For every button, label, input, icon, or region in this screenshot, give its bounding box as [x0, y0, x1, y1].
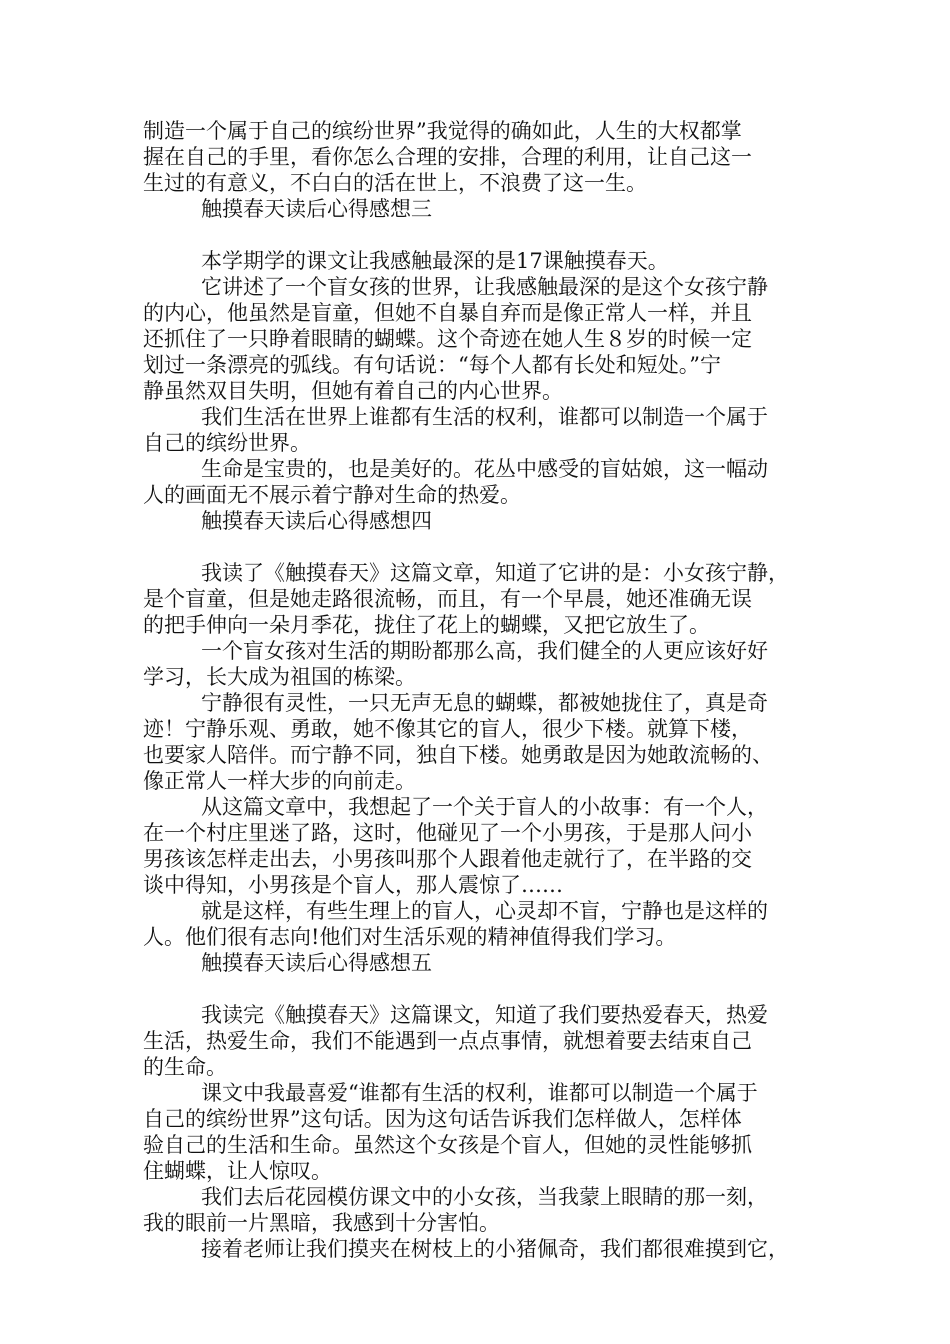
- text-line: 握在自己的手里，看你怎么合理的安排，合理的利用，让自己这一: [143, 145, 752, 169]
- text-line: 自己的缤纷世界。: [143, 431, 311, 455]
- text-line: 也要家人陪伴。而宁静不同，独自下楼。她勇敢是因为她敢流畅的、: [143, 743, 773, 767]
- text-line: 自己的缤纷世界”这句话。因为这句话告诉我们怎样做人，怎样体: [143, 1107, 742, 1131]
- text-line: 我的眼前一片黑暗，我感到十分害怕。: [143, 1211, 500, 1235]
- text-line: 迹！宁静乐观、勇敢，她不像其它的盲人，很少下楼。就算下楼，: [143, 717, 752, 741]
- text-line: 我们去后花园模仿课文中的小女孩，当我蒙上眼睛的那一刻，: [201, 1185, 768, 1209]
- text-line: 触摸春天读后心得感想五: [201, 951, 432, 975]
- text-line: 生活，热爱生命，我们不能遇到一点点事情，就想着要去结束自己: [143, 1029, 752, 1053]
- text-line: 触摸春天读后心得感想四: [201, 509, 432, 533]
- text-line: 住蝴蝶，让人惊叹。: [143, 1159, 332, 1183]
- text-line: 验自己的生活和生命。虽然这个女孩是个盲人，但她的灵性能够抓: [143, 1133, 752, 1157]
- text-line: 制造一个属于自己的缤纷世界”我觉得的确如此，人生的大权都掌: [143, 119, 742, 143]
- text-line: 是个盲童，但是她走路很流畅，而且，有一个早晨，她还准确无误: [143, 587, 752, 611]
- blank-line: [143, 222, 823, 248]
- text-line: 生过的有意义，不白白的活在世上，不浪费了这一生。: [143, 171, 647, 195]
- text-line: 我读完《触摸春天》这篇课文，知道了我们要热爱春天，热爱: [201, 1003, 768, 1027]
- text-line: 它讲述了一个盲女孩的世界，让我感触最深的是这个女孩宁静: [201, 275, 768, 299]
- text-line: 本学期学的课文让我感触最深的是17课触摸春天。: [201, 249, 669, 273]
- text-line: 人。他们很有志向!他们对生活乐观的精神值得我们学习。: [143, 925, 677, 949]
- text-line: 从这篇文章中，我想起了一个关于盲人的小故事：有一个人，: [201, 795, 768, 819]
- text-line: 我们生活在世界上谁都有生活的权利，谁都可以制造一个属于: [201, 405, 768, 429]
- text-line: 的内心，他虽然是盲童，但她不自暴自弃而是像正常人一样，并且: [143, 301, 752, 325]
- text-line: 生命是宝贵的，也是美好的。花丛中感受的盲姑娘，这一幅动: [201, 457, 768, 481]
- text-line: 静虽然双目失明，但她有着自己的内心世界。: [143, 379, 563, 403]
- text-line: 课文中我最喜爱“谁都有生活的权利，谁都可以制造一个属于: [201, 1081, 758, 1105]
- text-line: 还抓住了一只睁着眼睛的蝴蝶。这个奇迹在她人生８岁的时候一定: [143, 327, 752, 351]
- text-line: 像正常人一样大步的向前走。: [143, 769, 416, 793]
- text-line: 在一个村庄里迷了路，这时，他碰见了一个小男孩，于是那人问小: [143, 821, 752, 845]
- text-line: 划过一条漂亮的弧线。有句话说：“每个人都有长处和短处。”宁: [143, 353, 721, 377]
- text-line: 谈中得知，小男孩是个盲人，那人震惊了……: [143, 873, 563, 897]
- text-line: 的把手伸向一朵月季花，拢住了花上的蝴蝶，又把它放生了。: [143, 613, 710, 637]
- text-line: 学习，长大成为祖国的栋梁。: [143, 665, 416, 689]
- text-line: 的生命。: [143, 1055, 227, 1079]
- text-line: 触摸春天读后心得感想三: [201, 197, 432, 221]
- text-line: 一个盲女孩对生活的期盼都那么高，我们健全的人更应该好好: [201, 639, 768, 663]
- text-line: 接着老师让我们摸夹在树枝上的小猪佩奇，我们都很难摸到它，: [201, 1237, 789, 1261]
- text-line: 人的画面无不展示着宁静对生命的热爱。: [143, 483, 521, 507]
- blank-line: [143, 534, 823, 560]
- text-line: 就是这样，有些生理上的盲人，心灵却不盲，宁静也是这样的: [201, 899, 768, 923]
- text-line: 宁静很有灵性，一只无声无息的蝴蝶，都被她拢住了，真是奇: [201, 691, 768, 715]
- document-page: [143, 118, 823, 1262]
- text-line: 我读了《触摸春天》这篇文章，知道了它讲的是：小女孩宁静，: [201, 561, 789, 585]
- blank-line: [143, 976, 823, 1002]
- text-line: 男孩该怎样走出去，小男孩叫那个人跟着他走就行了，在半路的交: [143, 847, 752, 871]
